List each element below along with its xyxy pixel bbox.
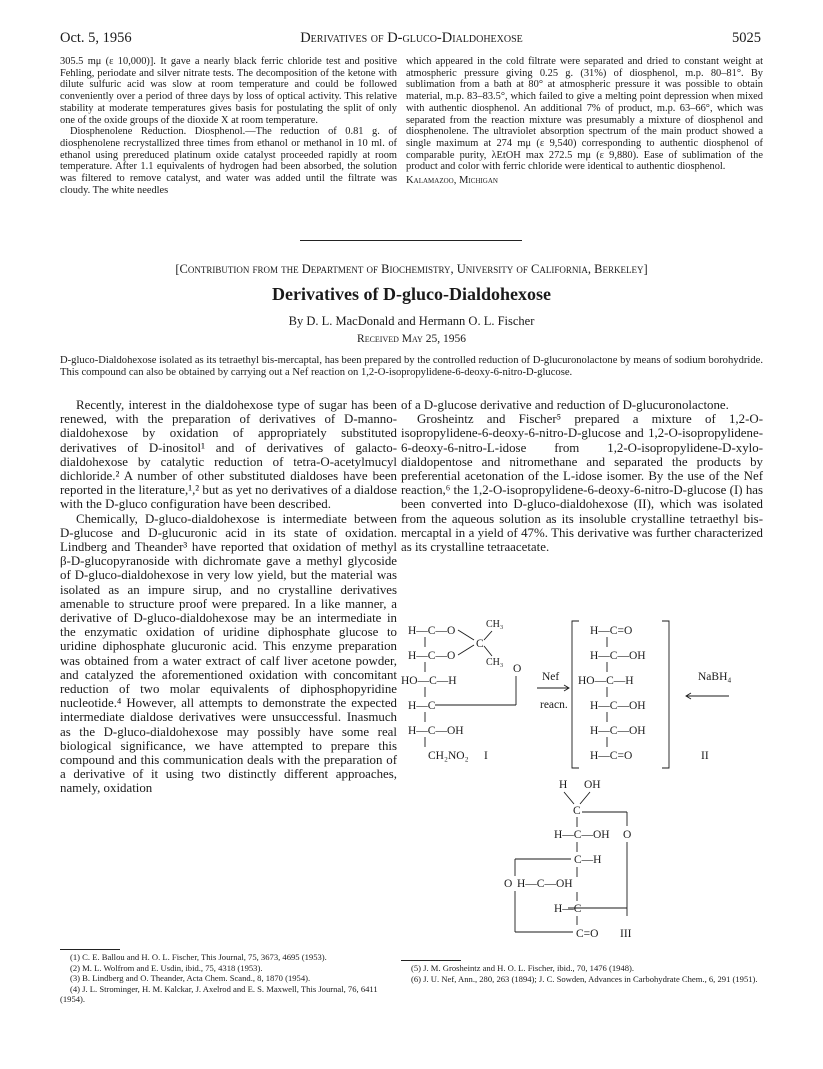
compound-II-row: H—C—OH (590, 725, 646, 737)
prev-article-paragraph: Diosphenolene Reduction. Diosphenol.—The reduction of 0.81 g. of diosphenolene recrystallized three times from ethanol or methanol in 10 ml. of ethanol using prereduced platinum oxide catalyst proceeded rapidly at room temperature. After 1.1 equivalents of hydrogen had been absorbed, the solution was filtered to remove catalyst, and water was added until the filtrate was cloudy. The white needles (60, 126, 397, 196)
prev-article-right-column (406, 56, 763, 187)
prev-article-location: Kalamazoo, Michigan (406, 175, 498, 187)
isopropylidene-carbon: C (476, 638, 484, 650)
scheme-bonds (425, 621, 732, 932)
ring-oxygen: O (513, 663, 522, 675)
received-date: Received May 25, 1956 (357, 333, 466, 345)
page-number: 5025 (732, 30, 761, 46)
article-separator-rule (300, 240, 522, 241)
footnote: (2) M. L. Wolfrom and E. Usdin, ibid., 75, 4318 (1953). (70, 962, 263, 973)
compound-III-row: H—C (554, 903, 582, 915)
compound-II-label: II (701, 750, 709, 762)
compound-I-label: I (484, 750, 488, 762)
footnotes-right (401, 963, 763, 984)
abstract: D-gluco-Dialdohexose isolated as its tetraethyl bis-mercaptal, has been prepared by the controlled reduction of D-glucuronolactone by means of sodium borohydride. This compound can also be obtained by carrying out a Nef reaction on 1,2-O-isopropylidene-6-deoxy-6-nitro-D-glucose. (60, 355, 763, 378)
arrow-label-nabh4: NaBH₄ (698, 671, 732, 683)
compound-III-row: C—H (574, 854, 602, 866)
arrow-label-nef: Nef (542, 671, 560, 683)
running-title-text: Derivatives of D-gluco-Dialdohexose (300, 30, 523, 46)
arrow-label-reacn: reacn. (540, 699, 568, 711)
compound-III-atom: H (559, 779, 568, 791)
compound-I-row: H—C (408, 700, 436, 712)
compound-II-row: HO—C—H (578, 675, 634, 687)
compound-III-row: H—C—OH (517, 878, 573, 890)
footnote-rule-left (60, 949, 120, 950)
compound-III-atom: O (623, 829, 632, 841)
article-title: Derivatives of D-gluco-Dialdohexose (272, 284, 551, 304)
footnote: (3) B. Lindberg and O. Theander, Acta Chem. Scand., 8, 1870 (1954). (70, 973, 311, 984)
compound-III-row: H—C—OH (554, 829, 610, 841)
running-title (0, 30, 823, 47)
prev-article-left-column (60, 56, 397, 196)
prev-article-paragraph: 305.5 mμ (ε 10,000)]. It gave a nearly black ferric chloride test and positive Fehling, periodate and silver nitrate tests. The decomposition of the ketone with dilute sulfuric acid was slow at room temperature and could be followed conveniently over a period of three days by loss of optical activity. This relative stability at moderate temperatures gives basis for postulating the split of only one of the oxide groups of the dioxide X at room temperature. (60, 56, 397, 126)
body-paragraph: Chemically, D-gluco-dialdohexose is intermediate between D-glucose and D-glucuronic acid in its state of oxidation. Lindberg and Theander³ have reported that oxidation of methyl β-D-glucopyranoside with dichromate gave a methyl glycoside of D-gluco-dialdohexose in very low yield, but the material was isolated as an impure sirup, and no crystalline derivatives amenable to structure proof were prepared. In a like manner, a derivative of D-gluco-dialdohexose may be an intermediate in the enzymatic oxidation of uridine diphosphate glucose to uridine diphosphate glucuronic acid. This enzyme preparation was obtained from a water extract of calf liver acetone powder, and catalyzed the aforementioned oxidation with concomitant reduction of two molar equivalents of diphosphopyridine nucleotide.⁴ However, all attempts to demonstrate the expected intermediate dialdose derivatives were unsuccessful. Inasmuch as the D-gluco-dialdohexose may possibly have some real biological significance, we have attempted to prepare this compound and this communication deals with the preparation of a derivative of it using two distinctly different approaches, namely, oxidation (60, 511, 397, 796)
footnote: (6) J. U. Nef, Ann., 280, 263 (1894); J. C. Sowden, Advances in Carbohydrate Chem., 6, 291 (1951). (411, 973, 758, 984)
footnote-rule-right (401, 960, 461, 961)
footnote: (1) C. E. Ballou and H. O. L. Fischer, This Journal, 75, 3673, 4695 (1953). (70, 952, 327, 962)
body-paragraph: Grosheintz and Fischer⁵ prepared a mixture of 1,2-O-isopropylidene-6-deoxy-6-nitro-D-glucose and 1,2-O-isopropylidene-6-deoxy-6-nitro-L-idose from 1,2-O-isopropylidene-D-xylo-dialdopentose and nitromethane and separated the products by preferential acetonation of the L-idose isomer. By the use of the Nef reaction,⁶ the 1,2-O-isopropylidene-6-deoxy-6-nitro-D-glucose (I) has been converted into D-gluco-dialdohexose (II), which was isolated from the aqueous solution as its insoluble crystalline tetraethyl bis-mercaptal in a yield of 47%. This derivative was further characterized as its crystalline tetraacetate. (401, 412, 763, 555)
methyl-bottom: CH₃ (486, 657, 504, 668)
body-right-column (401, 398, 763, 554)
compound-III-row: C=O (576, 928, 599, 940)
body-left-column (60, 398, 397, 796)
compound-II-row: H—C—OH (590, 700, 646, 712)
compound-I-row: H—C—O (408, 650, 456, 662)
article-authors: By D. L. MacDonald and Hermann O. L. Fischer (288, 314, 535, 328)
compound-I-row: HO—C—H (401, 675, 457, 687)
header-date: Oct. 5, 1956 (60, 30, 132, 46)
compound-II-row: H—C=O (590, 750, 633, 762)
compound-II-row: H—C—OH (590, 650, 646, 662)
prev-article-paragraph: which appeared in the cold filtrate were separated and dried to constant weight at atmospheric pressure giving 0.25 g. (31%) of diosphenol, m.p. 80–81°. By sublimation from a bath at 80° at atmospheric pressure it was possible to obtain material, m.p. 83–83.5°, which failed to give a melting point depression when mixed with authentic diosphenol. An additional 7% of product, m.p. 63–66°, which was separated from the reaction mixture was presumably a mixture of diosphenol and diosphenolene. The ultraviolet absorption spectrum of the main product showed a single maximum at 274 mμ (ε 9,540) corresponding to authentic diosphenol of comparable purity, λEtOH max 272.5 mμ (ε 9,880). Ease of sublimation of the product and color with ferric chloride were identical to authentic diosphenol. (406, 56, 763, 173)
reaction-scheme (396, 616, 776, 961)
body-paragraph: of a D-glucose derivative and reduction of D-glucuronolactone. (401, 398, 729, 412)
footnote: (5) J. M. Grosheintz and H. O. L. Fischer, ibid., 70, 1476 (1948). (411, 963, 635, 973)
compound-I-row: CH₂NO₂ (428, 750, 469, 762)
compound-II-row: H—C=O (590, 625, 633, 637)
compound-III-label: III (620, 928, 632, 940)
compound-III-atom: O (504, 878, 513, 890)
footnotes-left (60, 952, 397, 1005)
contribution-line: [Contribution from the Department of Biochemistry, University of California, Berkeley] (175, 262, 648, 276)
footnote: (4) J. L. Strominger, H. M. Kalckar, J. Axelrod and E. S. Maxwell, This Journal, 76, 6411 (1954). (60, 983, 378, 1005)
methyl-top: CH₃ (486, 619, 504, 630)
body-paragraph: Recently, interest in the dialdohexose type of sugar has been renewed, with the preparation of derivatives of D-manno-dialdohexose by oxidation of appropriately substituted derivatives of D-inositol¹ and of derivatives of galacto-dialdohexose by catalytic reduction of tetra-O-acetylmucyl dichloride.² A number of other substituted dialdoses have been reported in the literature,¹,² but as yet no derivatives of a dialdose with the D-gluco configuration have been described. (60, 398, 397, 512)
compound-I-row: H—C—OH (408, 725, 464, 737)
compound-I-row: H—C—O (408, 625, 456, 637)
compound-III-atom: C (573, 805, 581, 817)
compound-III-atom: OH (584, 779, 601, 791)
